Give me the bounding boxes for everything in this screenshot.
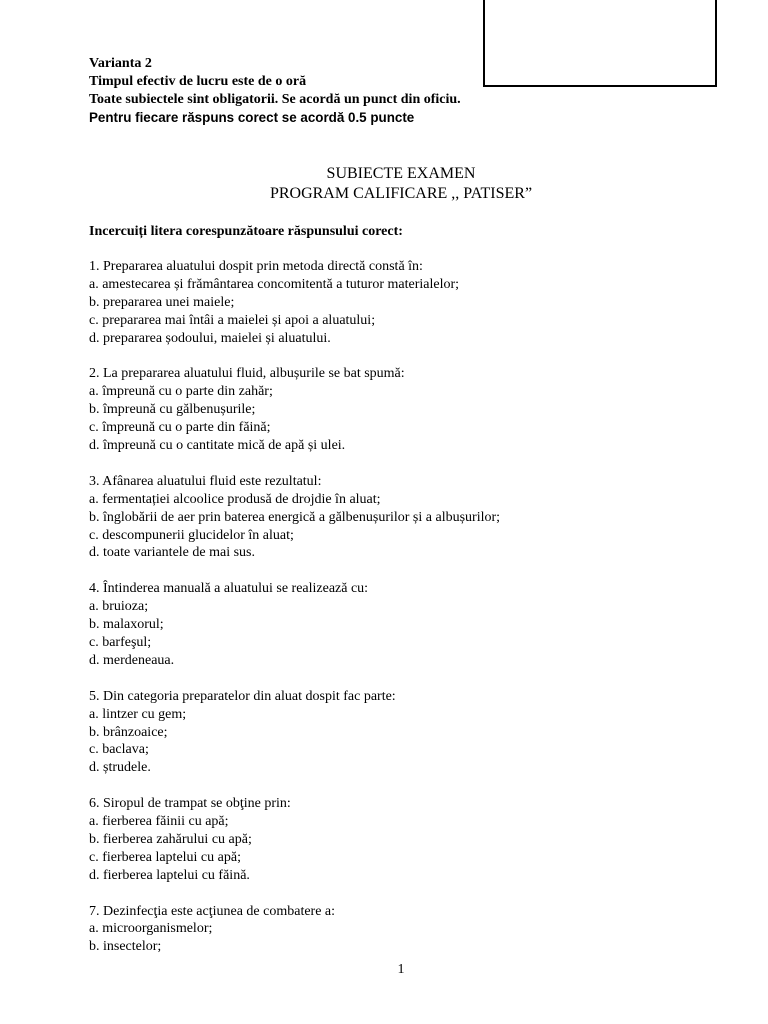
- option-d: d. ștrudele.: [89, 760, 151, 776]
- page-number: 1: [397, 962, 405, 977]
- option-c: c. baclava;: [89, 742, 149, 758]
- question-7: [89, 903, 500, 957]
- question-text: 1. Prepararea aluatului dospit prin metoda directă constă în:: [89, 259, 423, 274]
- page-title: [0, 164, 768, 204]
- option-b: b. malaxorul;: [89, 617, 164, 633]
- mandatory-note: Toate subiectele sint obligatorii. Se acordă un punct din oficiu.: [89, 92, 461, 107]
- option-a: a. amestecarea și frământarea concomitentă a tuturor materialelor;: [89, 276, 460, 292]
- variant-label: Varianta 2: [89, 56, 152, 71]
- question-3: [89, 473, 500, 563]
- option-a: a. bruioza;: [89, 599, 149, 615]
- time-note: Timpul efectiv de lucru este de o oră: [89, 74, 307, 89]
- points-note: Pentru fiecare răspuns corect se acordă 0.5 puncte: [89, 110, 415, 125]
- option-b: b. brânzoaice;: [89, 724, 168, 740]
- question-text: 2. La prepararea aluatului fluid, albușurile se bat spumă:: [89, 366, 405, 382]
- option-d: d. împreună cu o cantitate mică de apă și ulei.: [89, 438, 346, 454]
- option-b: b. împreună cu gălbenușurile;: [89, 402, 256, 418]
- option-b: b. fierberea zahărului cu apă;: [89, 831, 252, 847]
- question-text: 7. Dezinfecţia este acţiunea de combatere a:: [89, 903, 336, 919]
- question-text: 5. Din categoria preparatelor din aluat dospit fac parte:: [89, 688, 396, 704]
- option-c: c. descompunerii glucidelor în aluat;: [89, 527, 294, 543]
- question-2: [89, 365, 500, 455]
- title-line-2: PROGRAM CALIFICARE ,, PATISER”: [269, 185, 533, 202]
- option-a: a. fierberea făinii cu apă;: [89, 814, 229, 830]
- option-c: c. barfeşul;: [89, 634, 152, 650]
- question-text: 6. Siropul de trampat se obţine prin:: [89, 796, 291, 812]
- question-1: [89, 258, 500, 348]
- question-text: 4. Întinderea manuală a aluatului se realizează cu:: [89, 581, 369, 597]
- header-block: [89, 55, 461, 127]
- option-c: c. fierberea laptelui cu apă;: [89, 849, 241, 865]
- option-b: b. prepararea unei maiele;: [89, 294, 235, 310]
- question-text: 3. Afânarea aluatului fluid este rezultatul:: [89, 473, 322, 489]
- option-b: b. înglobării de aer prin baterea energică a gălbenușurilor și a albușurilor;: [89, 509, 501, 525]
- option-a: a. împreună cu o parte din zahăr;: [89, 384, 273, 400]
- question-4: [89, 580, 500, 670]
- option-c: c. împreună cu o parte din făină;: [89, 420, 271, 436]
- option-b: b. insectelor;: [89, 939, 162, 955]
- option-a: a. lintzer cu gem;: [89, 706, 187, 722]
- option-d: d. toate variantele de mai sus.: [89, 545, 255, 561]
- option-d: d. fierberea laptelui cu făină.: [89, 867, 250, 883]
- blank-box: [483, 0, 717, 87]
- option-d: d. prepararea șodoului, maielei și aluatului.: [89, 330, 331, 346]
- question-5: [89, 688, 500, 778]
- questions-list: [89, 258, 500, 974]
- instruction-text: Incercuiți litera corespunzătoare răspunsului corect:: [89, 224, 403, 239]
- option-c: c. prepararea mai întâi a maielei și apoi a aluatului;: [89, 312, 376, 328]
- option-d: d. merdeneaua.: [89, 652, 175, 668]
- title-line-1: SUBIECTE EXAMEN: [326, 165, 476, 182]
- question-6: [89, 795, 500, 885]
- option-a: a. microorganismelor;: [89, 921, 213, 937]
- option-a: a. fermentației alcoolice produsă de drojdie în aluat;: [89, 491, 381, 507]
